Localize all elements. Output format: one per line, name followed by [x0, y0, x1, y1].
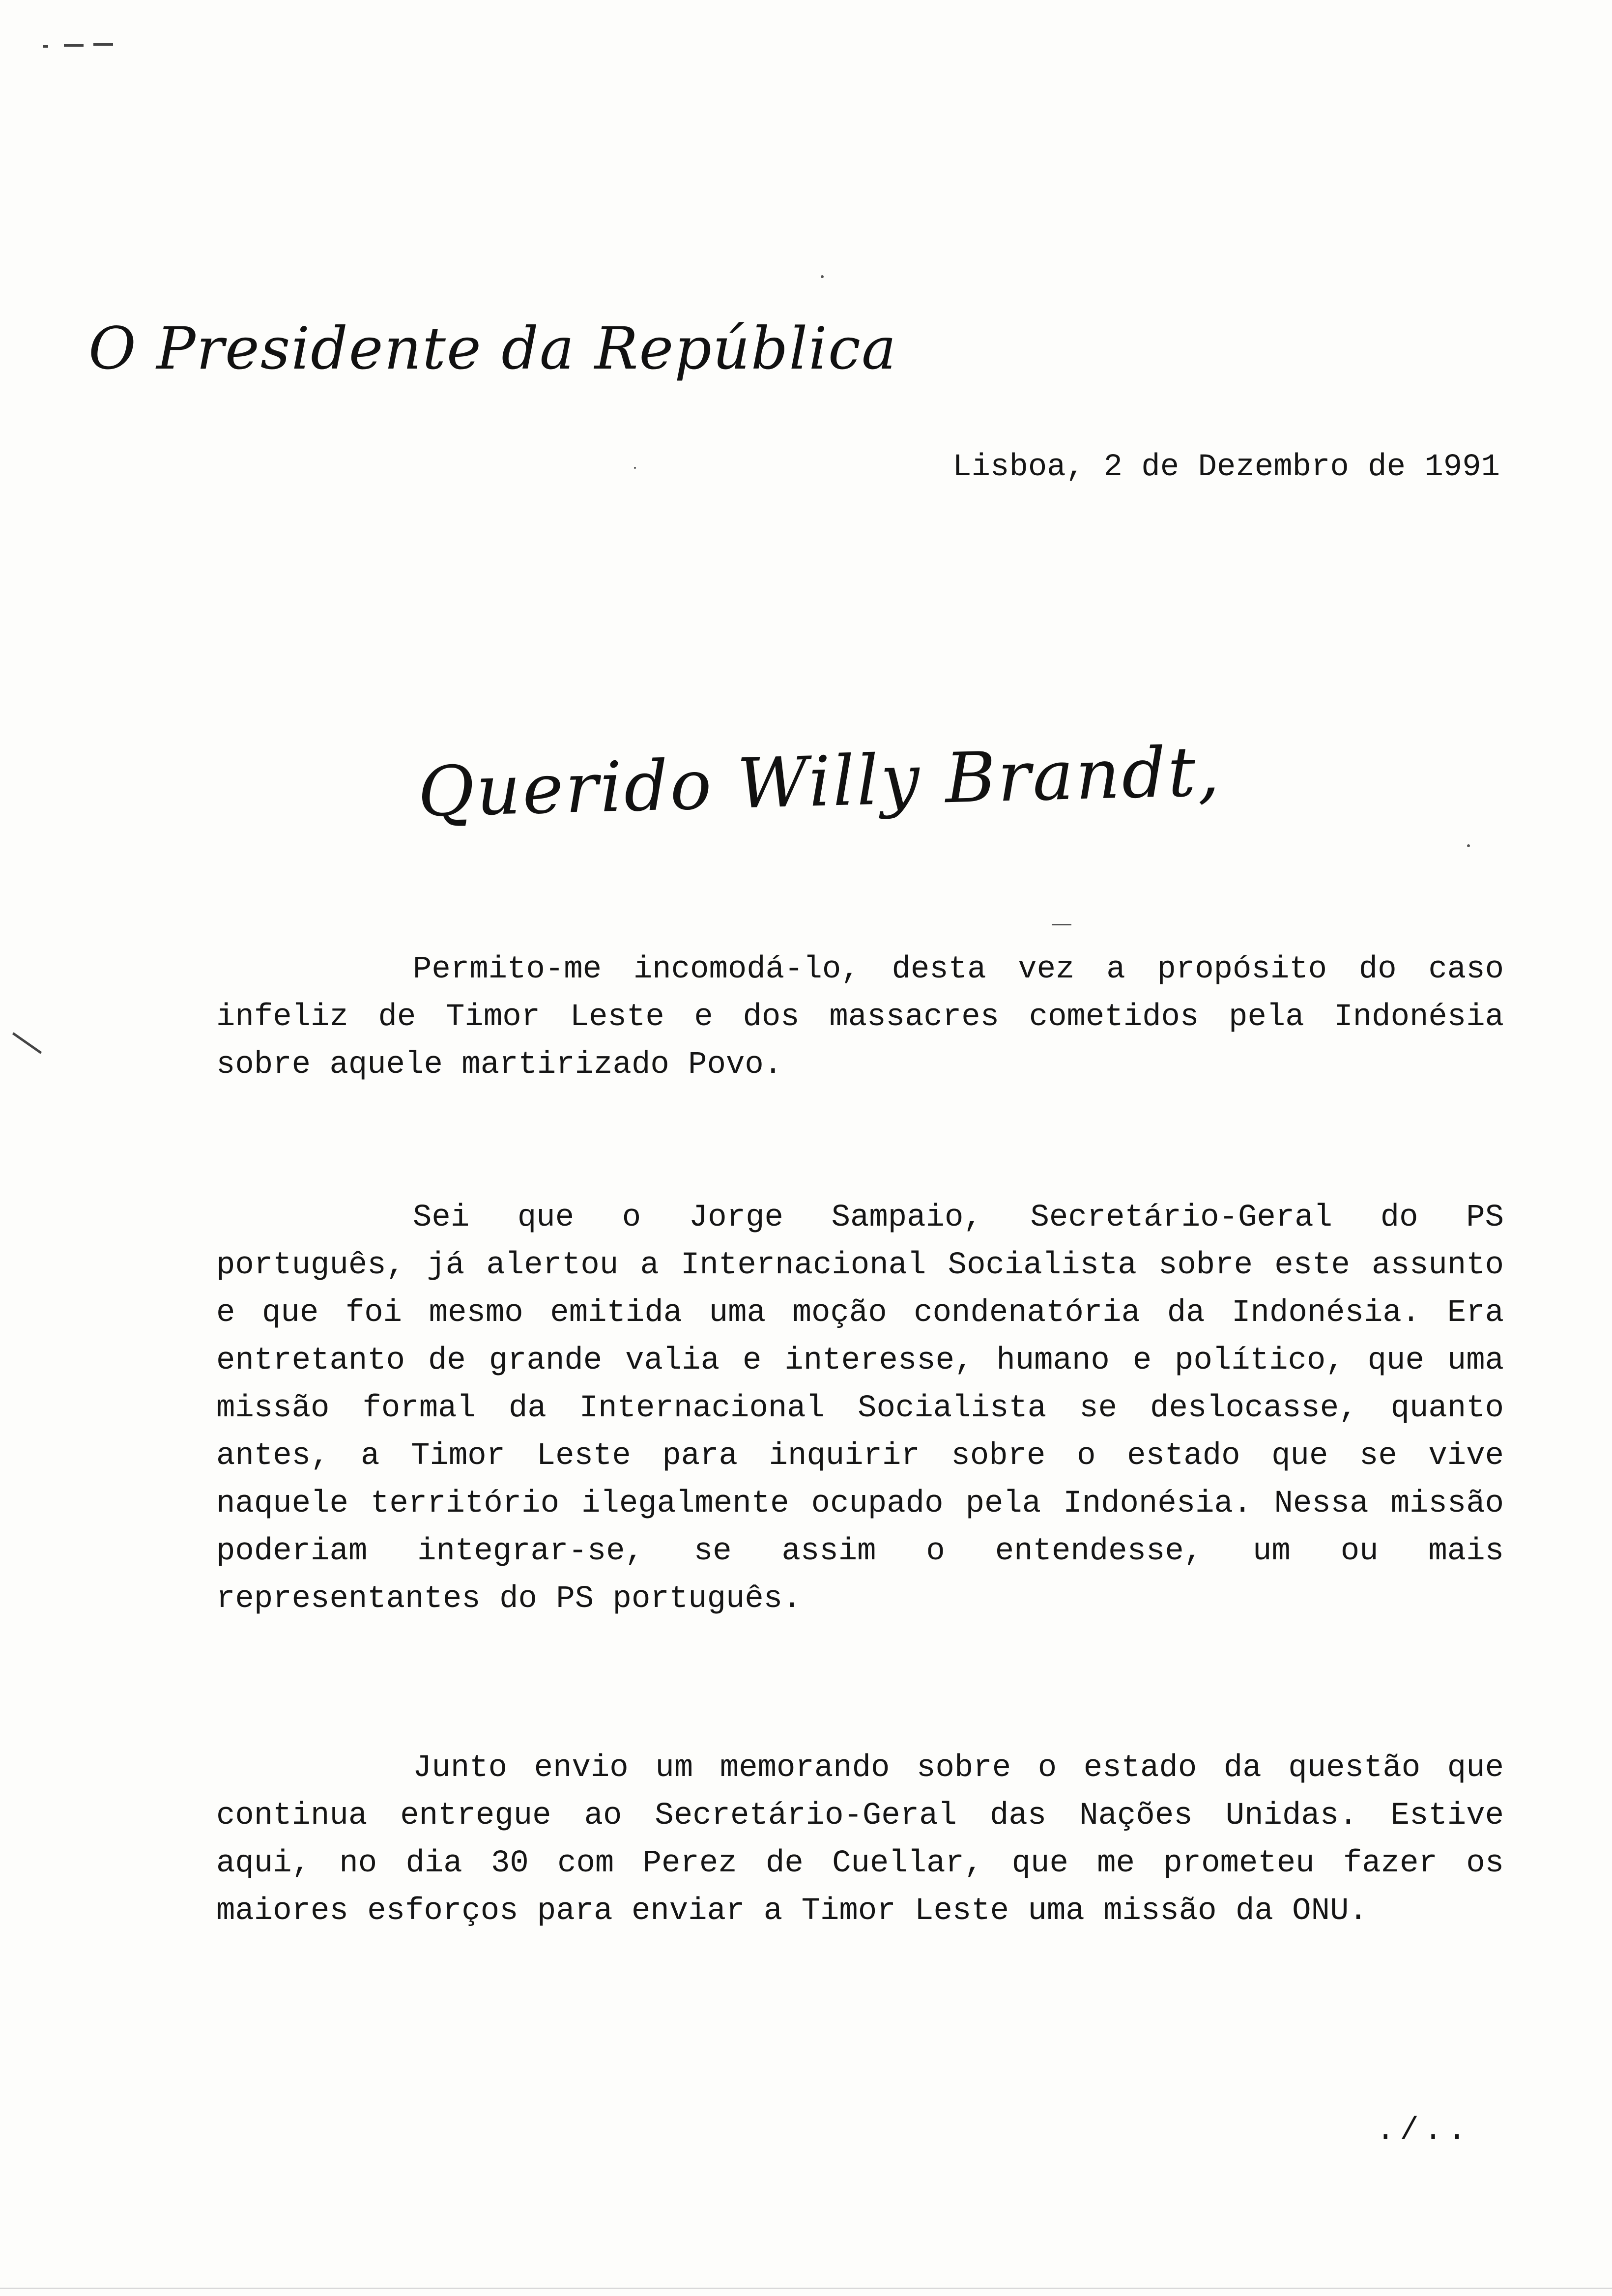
- scan-speck: [1467, 844, 1470, 847]
- scan-speck: [1052, 924, 1071, 925]
- scan-speck: [821, 275, 824, 278]
- continuation-mark: ./..: [1376, 2113, 1471, 2149]
- paragraph-1: Permito-me incomodá-lo, desta vez a propósito do caso infeliz de Timor Leste e dos massacres cometidos pela Indonésia sobre aquele martirizado Povo.: [216, 952, 1504, 1083]
- scan-mark: [12, 1032, 42, 1054]
- scan-edge: [0, 2288, 1612, 2289]
- letterhead: O Presidente da República: [88, 315, 897, 382]
- paragraph-2: Sei que o Jorge Sampaio, Secretário-Geral do PS português, já alertou a Internacional Socialista sobre este assunto e que foi mesmo emitida uma moção condenatória da Indonésia. Era entretanto de grande valia e interesse, humano e político, que uma missão formal da Internacional Socialista se deslocasse, quanto antes, a Timor Leste para inquirir sobre o estado que se vive naquele território ilegalmente ocupado pela Indonésia. Nessa missão poderiam integrar-se, se assim o entendesse, um ou mais representantes do PS português.: [216, 1200, 1504, 1617]
- scan-speck: [634, 467, 636, 469]
- scan-mark: [64, 44, 84, 47]
- dateline: Lisboa, 2 de Dezembro de 1991: [952, 450, 1500, 485]
- scan-mark: [93, 43, 113, 46]
- handwritten-salutation: Querido Willy Brandt,: [417, 731, 1222, 833]
- paragraph-3: Junto envio um memorando sobre o estado da questão que continua entregue ao Secretário-Geral das Nações Unidas. Estive aqui, no dia 30 com Perez de Cuellar, que me prometeu fazer os maiores esforços para enviar a Timor Leste uma missão da ONU.: [216, 1751, 1504, 1929]
- scan-mark: [43, 45, 48, 48]
